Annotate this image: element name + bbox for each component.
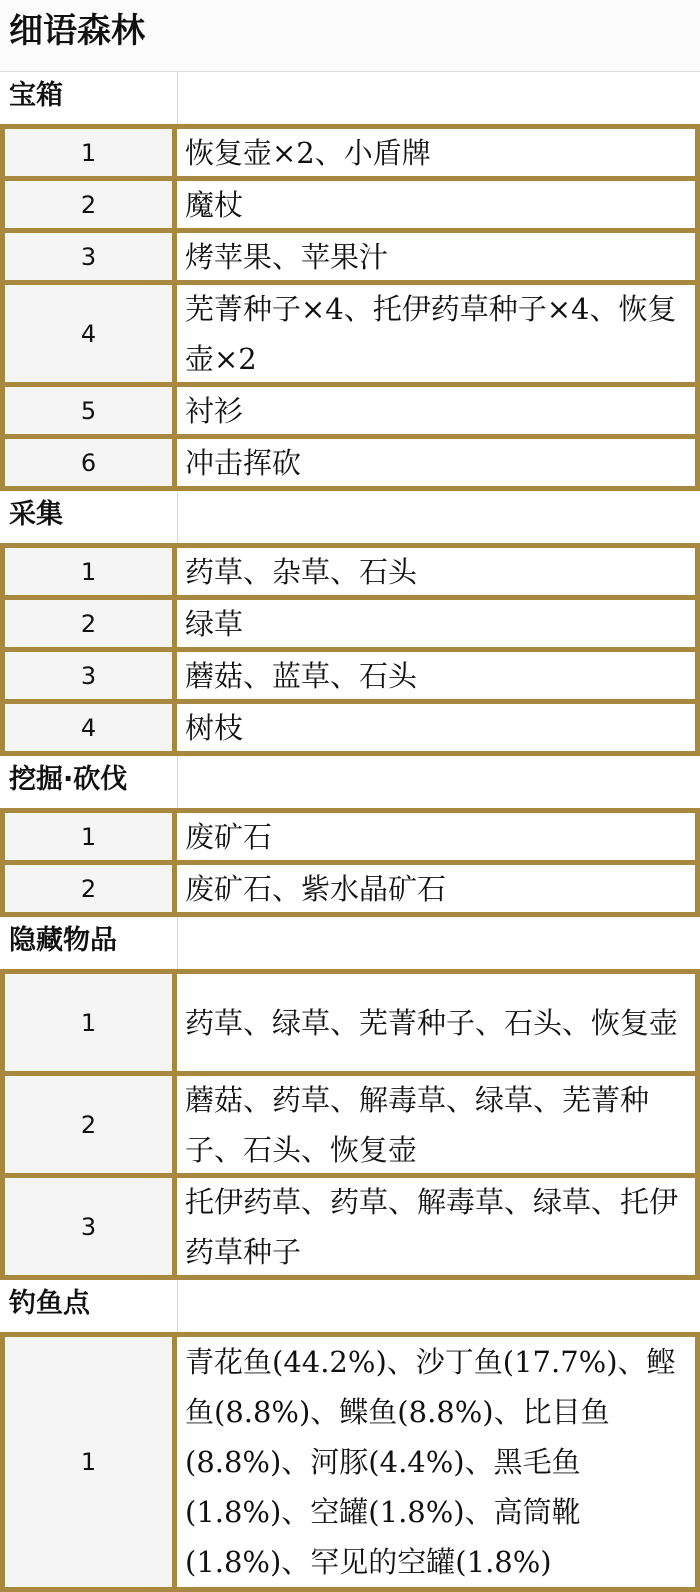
- section-title: 采集: [0, 491, 178, 543]
- row-items: [177, 129, 695, 176]
- row-items: [177, 974, 695, 1071]
- section-header-spacer: [178, 491, 700, 543]
- row-number: 1: [5, 974, 177, 1071]
- section-header: [0, 1280, 700, 1332]
- row-number: 1: [5, 548, 177, 595]
- table-row: [0, 285, 700, 387]
- row-number: 3: [5, 233, 177, 280]
- row-number: 2: [5, 181, 177, 228]
- table-row: [0, 652, 700, 704]
- row-items: [177, 704, 695, 751]
- row-items-text: 蘑菇、蓝草、石头: [185, 658, 418, 693]
- row-items: [177, 1178, 695, 1275]
- row-items-text: 药草、绿草、芜菁种子、石头、恢复壶: [185, 1005, 679, 1040]
- row-number: 1: [5, 129, 177, 176]
- section-title: 挖掘·砍伐: [0, 756, 178, 808]
- section-header: [0, 491, 700, 543]
- row-number: 3: [5, 652, 177, 699]
- row-items-text: 魔杖: [185, 187, 244, 222]
- section-header: [0, 756, 700, 808]
- section-header-spacer: [178, 1280, 700, 1332]
- page-title: 细语森林: [0, 0, 700, 72]
- row-number: 2: [5, 1076, 177, 1173]
- table-row: [0, 181, 700, 233]
- row-number: 2: [5, 600, 177, 647]
- table-row: [0, 1337, 700, 1592]
- section-rows: [0, 1332, 700, 1592]
- section-header: [0, 917, 700, 969]
- section-rows: [0, 124, 700, 491]
- section-rows: [0, 543, 700, 756]
- section-title: 隐藏物品: [0, 917, 178, 969]
- row-items-text: 药草、杂草、石头: [185, 554, 418, 589]
- section-header-spacer: [178, 917, 700, 969]
- table-row: [0, 865, 700, 917]
- section-rows: [0, 808, 700, 917]
- row-items: [177, 600, 695, 647]
- row-items-text: 废矿石、紫水晶矿石: [185, 871, 447, 906]
- section-title: 宝箱: [0, 72, 178, 124]
- row-items-text: 废矿石: [185, 819, 273, 854]
- row-number: 1: [5, 1337, 177, 1587]
- row-items: [177, 865, 695, 912]
- section-rows: [0, 969, 700, 1280]
- table-row: [0, 813, 700, 865]
- row-items-text: 蘑菇、药草、解毒草、绿草、芜菁种子、石头、恢复壶: [185, 1082, 650, 1167]
- table-row: [0, 600, 700, 652]
- row-items-text: 青花鱼(44.2%)、沙丁鱼(17.7%)、鲣鱼(8.8%)、鲽鱼(8.8%)、比目鱼(8.8%)、河豚(4.4%)、黑毛鱼(1.8%)、空罐(1.8%)、高筒靴(1.8%)、罕见的空罐(1.8%): [185, 1345, 676, 1579]
- section-header: [0, 72, 700, 124]
- row-items: [177, 1076, 695, 1173]
- row-items-text: 烤苹果、苹果汁: [185, 239, 389, 274]
- row-items-text: 恢复壶×2、小盾牌: [185, 135, 431, 170]
- item-table: [0, 72, 700, 1592]
- row-number: 6: [5, 439, 177, 486]
- row-items-text: 芜菁种子×4、托伊药草种子×4、恢复壶×2: [185, 291, 677, 376]
- row-number: 2: [5, 865, 177, 912]
- table-row: [0, 1178, 700, 1280]
- table-row: [0, 974, 700, 1076]
- row-items: [177, 233, 695, 280]
- section-header-spacer: [178, 756, 700, 808]
- row-items: [177, 652, 695, 699]
- row-items: [177, 439, 695, 486]
- row-items: [177, 387, 695, 434]
- row-items: [177, 548, 695, 595]
- row-items: [177, 1337, 695, 1587]
- row-number: 3: [5, 1178, 177, 1275]
- section-header-spacer: [178, 72, 700, 124]
- row-items-text: 冲击挥砍: [185, 445, 302, 480]
- row-number: 1: [5, 813, 177, 860]
- table-row: [0, 704, 700, 756]
- row-items: [177, 813, 695, 860]
- row-items-text: 衬衫: [185, 393, 244, 428]
- section-title: 钓鱼点: [0, 1280, 178, 1332]
- table-row: [0, 548, 700, 600]
- table-row: [0, 233, 700, 285]
- row-items-text: 托伊药草、药草、解毒草、绿草、托伊药草种子: [185, 1184, 679, 1269]
- table-row: [0, 387, 700, 439]
- row-items: [177, 181, 695, 228]
- row-items: [177, 285, 695, 382]
- row-number: 4: [5, 704, 177, 751]
- table-row: [0, 1076, 700, 1178]
- table-row: [0, 129, 700, 181]
- table-row: [0, 439, 700, 491]
- row-items-text: 树枝: [185, 710, 244, 745]
- row-items-text: 绿草: [185, 606, 244, 641]
- row-number: 4: [5, 285, 177, 382]
- row-number: 5: [5, 387, 177, 434]
